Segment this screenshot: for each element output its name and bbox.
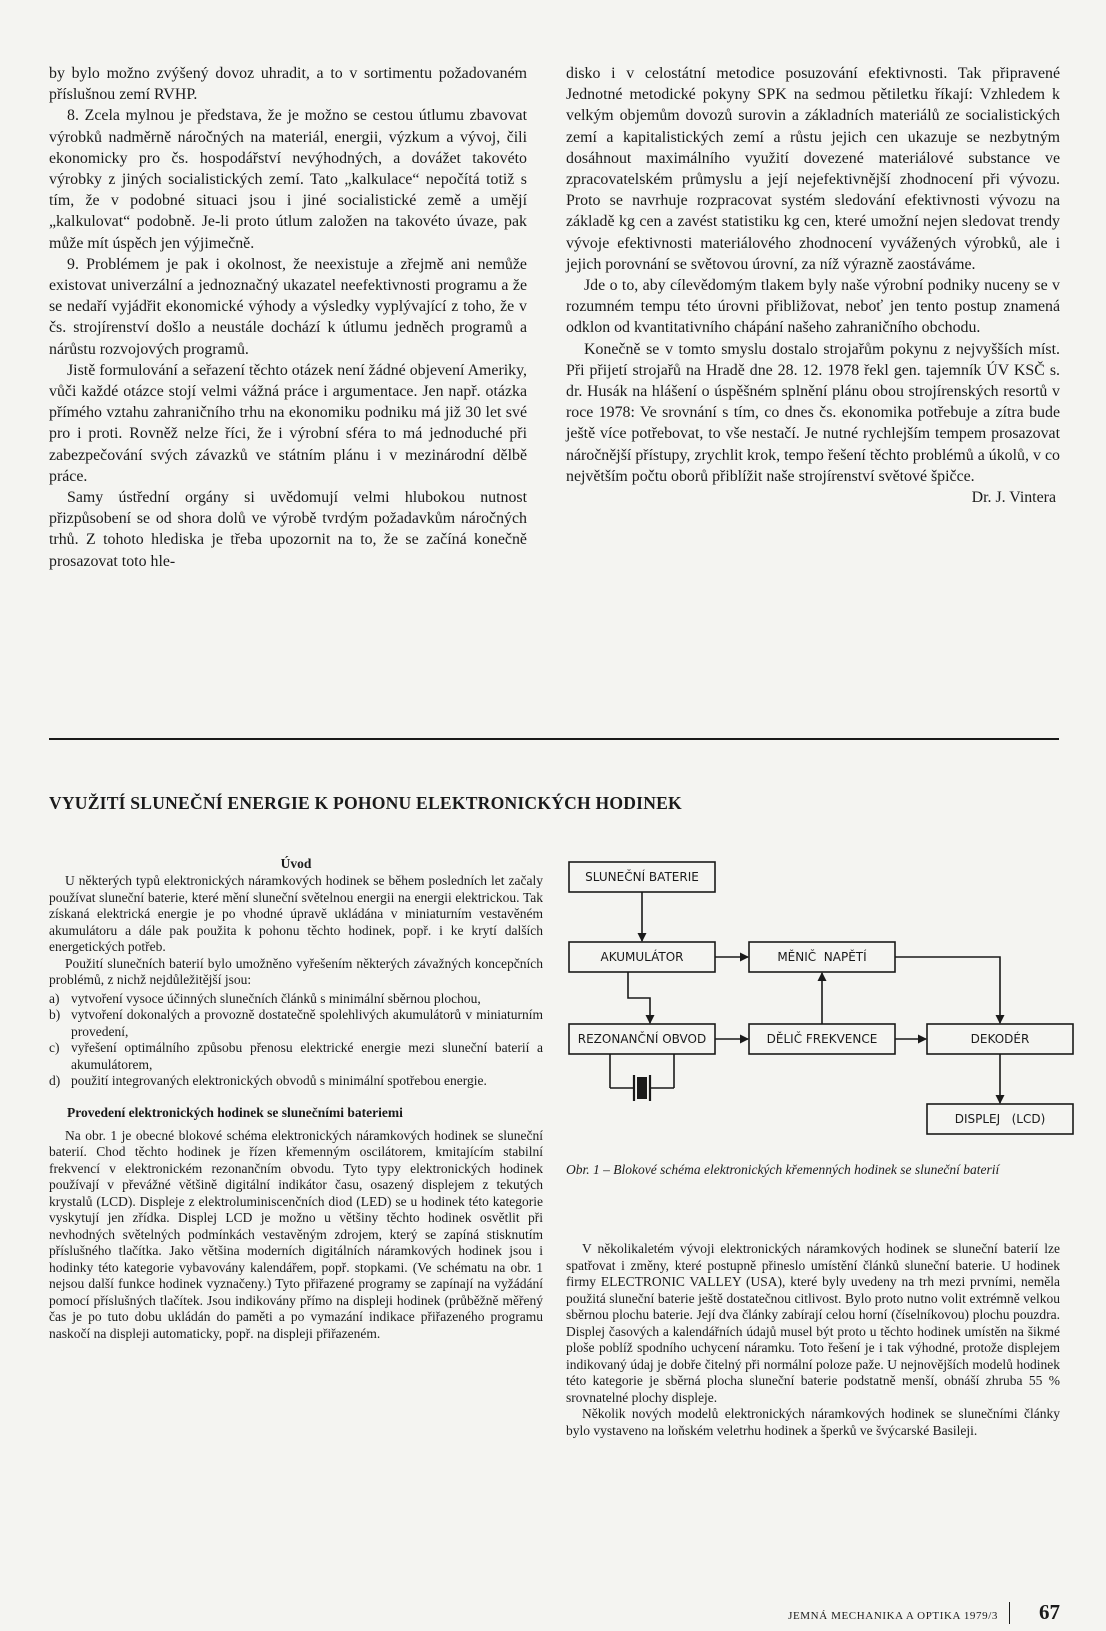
paragraph: 9. Problémem je pak i okolnost, že neexistuje a zřejmě ani nemůže existovat univerzální a jednoznačný ukazatel neefektivnosti programu a že se nedaří vyjádřit ekonomické výhody a výsledky vyplývající z toho, že v čs. strojírenství došlo a neustále dochází k útlumu jedněch programů a nárůstu rozvojových programů. — [49, 255, 527, 358]
list-label: a) — [49, 990, 60, 1006]
paragraph: U některých typů elektronických náramkových hodinek se během posledních let začaly používat sluneční baterie, které mění sluneční světelnou energii na energii elektrickou. Tak získaná elektrická energie je po vhodné úpravě ukládána v miniaturním vestavěném akumulátoru a dále pak použita k pohonu těchto hodinek, popř. i ke krytí dalších energetických potřeb. — [49, 873, 543, 954]
paragraph: Jistě formulování a seřazení těchto otázek není žádné objevení Ameriky, vůči každé otázce stojí velmi vážná práce i argumentace. Jen např. otázka přímého vztahu zahraničního trhu na ekonomiku podniku má již 30 let své pro i proti. Rovněž nelze říci, že i výrobní sféra to má jednoduché při zabezpečování svých závazků ve státním plánu i v mezinárodní dělbě práce. — [49, 361, 527, 485]
bottom-right-column — [566, 1241, 1060, 1439]
paragraph: V několikaletém vývoji elektronických náramkových hodinek se sluneční baterií lze spatřovat i změny, které postupně přineslo umístění článků sluneční baterie. U hodinek firmy ELECTRONIC VALLEY (USA), které byly uvedeny na trh mezi prvními, neměla použitá sluneční baterie ještě dostatečnou citlivost. Bylo proto nutno volit extrémně velkou sběrnou plochu baterie. Její dva články zabírají celou horní (číselníkovou) plochu pouzdra. Displej časových a kalendářních údajů musel být proto u těchto hodinek umístěn na šikmé ploše poblíž spodního uchycení náramku. Toto řešení je i tak výhodné, protože displejem indikovaný údaj je dobře čitelný při normální poloze paže. U nejnovějších modelů hodinek této kategorie je sběrná plocha sluneční baterie podstatně menší, obnáší zhruba 55 % srovnatelné plochy displeje. — [566, 1241, 1060, 1405]
journal-name: JEMNÁ MECHANIKA A OPTIKA 1979/3 — [788, 1610, 998, 1622]
section-heading: Úvod — [280, 856, 312, 871]
arrow-converter-to-decoder — [895, 957, 1000, 1023]
author-signature: Dr. J. Vintera — [971, 489, 1056, 507]
label-resonant-circuit: REZONANČNÍ OBVOD — [577, 1032, 707, 1046]
list-text: vytvoření vysoce účinných slunečních článků s minimální sběrnou plochou, — [71, 990, 481, 1006]
label-voltage-converter: MĚNIČ NAPĚTÍ — [777, 950, 867, 964]
paragraph: Použití slunečních baterií bylo umožněno vyřešením některých závažných koncepčních problémů, z nichž nejdůležitější jsou: — [49, 955, 543, 987]
list-label: c) — [49, 1040, 60, 1055]
page-footer — [680, 1602, 1060, 1626]
list-text: vytvoření dokonalých a provozně dostatečně spolehlivých akumulátorů v miniaturním provedení, — [71, 1007, 543, 1039]
list-label: b) — [49, 1007, 61, 1022]
arrow-accu-to-resonant — [628, 972, 650, 1023]
label-frequency-divider: DĚLIČ FREKVENCE — [766, 1032, 878, 1046]
paragraph: disko i v celostátní metodice posuzování efektivnosti. Tak připravené Jednotné metodické pokyny SPK na sedmou pětiletku říkají: Vzhledem k velkým objemům dovozů surovin a základních materiálů ze socialistických zemí a kapitalistických zemí a růstu jejich cen ukazuje se nezbytným dosáhnout maximálního využití dovezené materiálové substance ve zpracovatelském průmyslu a její nejefektivnější zhodnocení při vývozu. Proto se navrhuje rozpracovat systém sledování efektivnosti vývozu na základě kg cen a zavést statistiku kg cen, které umožní nejen sledovat trendy vývoje efektivnosti materiálového zhodnocení vyvážených výrobků, ale i jejich porovnání se světovou úrovní, za níž výrazně zaostáváme. — [566, 65, 1060, 273]
article-title: VYUŽITÍ SLUNEČNÍ ENERGIE K POHONU ELEKTRONICKÝCH HODINEK — [49, 793, 682, 813]
list-text: použití integrovaných elektronických obvodů s minimální spotřebou energie. — [71, 1073, 487, 1088]
paragraph: by bylo možno zvýšený dovoz uhradit, a to v sortimentu požadovaném příslušnou zemí RVHP. — [49, 65, 527, 104]
paragraph: Jde o to, aby cílevědomým tlakem byly naše výrobní podniky nuceny se v rozumném tempu této úrovni přibližovat, neboť jen tento postup znamená odklon od kvantitativního chápání našeho zahraničního obchodu. — [566, 277, 1060, 337]
figure-caption: Obr. 1 – Blokové schéma elektronických křemenných hodinek se sluneční baterií — [566, 1162, 1000, 1177]
paragraph: 8. Zcela mylnou je představa, že je možno se cestou útlumu zbavovat výrobků nadměrně náročných na materiál, energii, výzkum a vývoj, čili ekonomicky pro čs. hospodářství nevýhodných, a dovážet takovéto výrobky z jiných socialistických zemí. Tato „kalkulace“ nepočítá totiž s tím, že v podobné situaci jsou i jiné socialistické země a umějí „kalkulovat“ podobně. Je-li proto útlum založen na takovéto úvaze, pak může mít úspěch jen výjimečně. — [49, 107, 527, 252]
label-display: DISPLEJ (LCD) — [954, 1112, 1046, 1126]
list-label: d) — [49, 1073, 61, 1088]
paragraph: Samy ústřední orgány si uvědomují velmi hlubokou nutnost přizpůsobení se od shora dolů ve výrobě tvrdým požadavkům náročných trhů. Z tohoto hlediska je třeba upozornit na to, že se začíná konečně prosazovat toto hle- — [49, 489, 527, 570]
paragraph: Konečně se v tomto smyslu dostalo strojařům pokynu z nejvyšších míst. Při přijetí strojařů na Hradě dne 28. 12. 1978 řekl gen. tajemník ÚV KSČ s. dr. Husák na hlášení o úspěšném splnění plánu obou strojírenských resortů v roce 1978: Ve srovnání s tím, co dnes čs. ekonomika potřebuje a zítra bude ještě více potřebovat, to vše nestačí. Je nutné rychlejším tempem prosazovat náročnější přístupy, zrychlit krok, tempo řešení těchto problémů a úkolů, v co největším počtu oborů přiblížit naše strojírenství světové špičce. — [566, 340, 1060, 485]
list-text: vyřešení optimálního způsobu přenosu elektrické energie mezi sluneční baterií a akumulátorem, — [71, 1040, 543, 1072]
label-accumulator: AKUMULÁTOR — [600, 950, 684, 964]
section-heading: Provedení elektronických hodinek se slunečními bateriemi — [67, 1104, 403, 1120]
footer-divider — [1009, 1602, 1010, 1624]
label-solar-battery: SLUNEČNÍ BATERIE — [585, 870, 699, 884]
paragraph: Na obr. 1 je obecné blokové schéma elektronických náramkových hodinek se sluneční baterií. Chod těchto hodinek je řízen křemenným oscilátorem, kmitajícím stabilní frekvencí v elektronickém rezonančním obvodu. Tyto typy elektronických hodinek používají v převážné většině digitální indikátor času, osazený displejem z tekutých krystalů (LCD). Displeje z elektroluminiscenčních diod (LED) se u hodinek této kategorie vyskytují jen zřídka. Displej LCD je možno u většiny těchto hodinek osvětlit při nevhodných světelných podmínkách vestavěným zdrojem, který se zapíná stisknutím příslušného tlačítka. Jako většina moderních digitálních náramkových hodinek jsou i hodinky této kategorie vybavovány kalendářem, popř. stopkami. (Ve schématu na obr. 1 nejsou další funkce hodinek vyznačeny.) Tyto přiřazené programy se zapínají na vyžádání pomocí příslušných tlačítek. Jsou indikovány přímo na displeji hodinek (průběžně měřený čas je po tuto dobu ukládán do paměti a po vymazání indikace přiřazeného programu naskočí na displeji automaticky, popř. na displeji přiřazeném. — [49, 1127, 543, 1341]
page-number: 67 — [1039, 1600, 1060, 1624]
quartz-crystal-icon — [637, 1077, 647, 1099]
label-decoder: DEKODÉR — [970, 1032, 1030, 1046]
paragraph: Několik nových modelů elektronických náramkových hodinek se slunečními články bylo vystaveno na loňském veletrhu hodinek a šperků ve švýcarské Basileji. — [566, 1406, 1060, 1438]
